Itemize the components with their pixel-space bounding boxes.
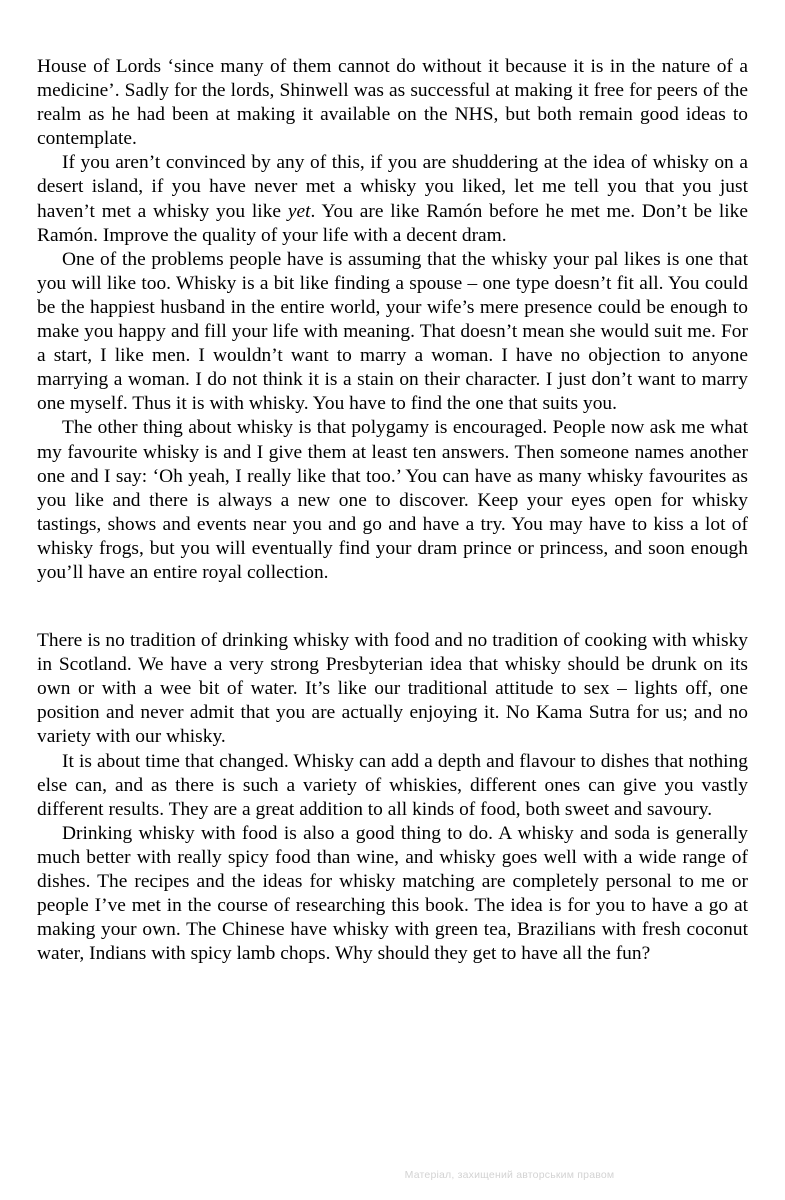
para-polygamy [37,416,748,585]
text-run: One of the problems people have is assuming that the whisky your pal likes is one that you will like too. Whisky is a bit like finding a spouse – one type doesn’t fit all. You could be the happiest husband in the entire world, your wife’s mere presence could be enough to make you happy and fill your life with meaning. That doesn’t mean she would suit me. For a start, I like men. I wouldn’t want to marry a woman. I have no objection to anyone marrying a woman. I do not think it is a stain on their character. I just don’t want to marry one myself. Thus it is with whisky. You have to find the one that suits you. [37,248,748,415]
section-break [37,585,748,629]
copyright-watermark [0,1168,785,1182]
text-run: It is about time that changed. Whisky can add a depth and flavour to dishes that nothing else can, and as there is such a variety of whiskies, different ones can give you vastly different results. They are a great addition to all kinds of food, both sweet and savoury. [37,750,748,820]
para-one-of-the-problems [37,248,748,417]
para-if-you-arent-convinced [37,151,748,247]
para-house-of-lords [37,55,748,151]
section-whisky-and-food [37,629,748,966]
body-text-column [37,55,748,966]
text-run: House of Lords ‘since many of them cannot do without it because it is in the nature of a medicine’. Sadly for the lords, Shinwell was as successful at making it free for peers of the realm as he had been at making it available on the NHS, but both remain good ideas to contemplate. [37,56,748,150]
emphasis-text: yet [287,200,311,222]
para-no-tradition [37,629,748,749]
para-drinking-with-food [37,822,748,967]
text-run: The other thing about whisky is that polygamy is encouraged. People now ask me what my favourite whisky is and I give them at least ten answers. Then someone names another one and I say: ‘Oh yeah, I really like that too.’ You can have as many whisky favourites as you like and there is always a new one to discover. Keep your eyes open for whisky tastings, shows and events near you and go and have a try. You may have to kiss a lot of whisky frogs, but you will eventually find your dram prince or princess, and soon enough you’ll have an entire royal collection. [37,417,748,583]
text-run: If you aren’t convinced by any of this, if you are shuddering at the idea of whisky on a desert island, if you have never met a whisky you liked, let me tell you that you just haven’t met a whisky you like [37,152,748,222]
text-run: There is no tradition of drinking whisky with food and no tradition of cooking with whisky in Scotland. We have a very strong Presbyterian idea that whisky should be drunk on its own or with a wee bit of water. It’s like our traditional attitude to sex – lights off, one position and never admit that you are actually enjoying it. No Kama Sutra for us; and no variety with our whisky. [37,630,748,748]
para-about-time [37,750,748,822]
copyright-watermark-text: Матеріал, захищений авторським правом [404,1169,615,1181]
text-run: . You are like Ramón before he met me. Don’t be like Ramón. Improve the quality of your life with a decent dram. [37,200,748,246]
section-whisky-choice [37,55,748,585]
text-run: Drinking whisky with food is also a good thing to do. A whisky and soda is generally much better with really spicy food than wine, and whisky goes well with a wide range of dishes. The recipes and the ideas for whisky matching are completely personal to me or people I’ve met in the course of researching this book. The idea is for you to have a go at making your own. The Chinese have whisky with green tea, Brazilians with fresh coconut water, Indians with spicy lamb chops. Why should they get to have all the fun? [37,822,748,965]
